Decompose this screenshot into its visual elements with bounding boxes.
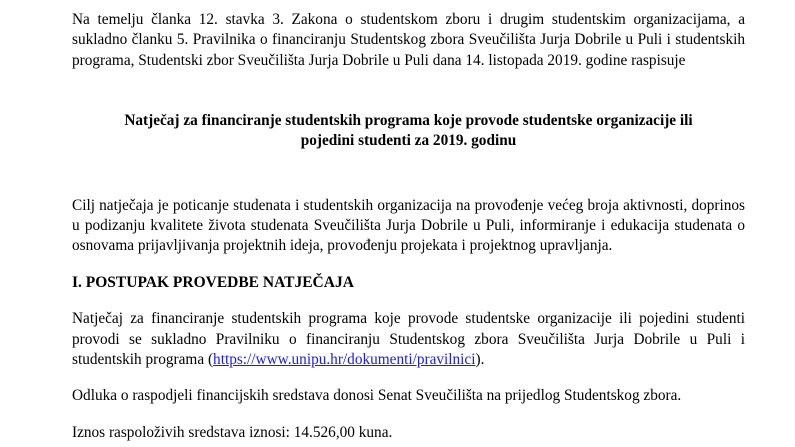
spacer bbox=[72, 71, 745, 87]
spacer bbox=[72, 152, 745, 196]
pravilnici-link[interactable]: https://www.unipu.hr/dokumenti/pravilnici bbox=[213, 351, 476, 369]
spacer bbox=[72, 407, 745, 423]
section-heading-postupak: I. POSTUPAK PROVEDBE NATJEČAJA bbox=[72, 273, 354, 291]
spacer bbox=[72, 370, 745, 386]
document-title: Natječaj za financiranje studentskih programa koje provode studentske organizacije ili pojedini studenti za 2019. godinu bbox=[124, 112, 693, 150]
decision-paragraph: Odluka o raspodjeli financijskih sredstava donosi Senat Sveučilišta na prijedlog Studentskog zbora. bbox=[72, 387, 682, 405]
spacer bbox=[72, 293, 745, 309]
intro-paragraph: Na temelju članka 12. stavka 3. Zakona o studentskom zboru i drugim studentskim organizacijama, a sukladno članku 5. Pravilnika o financiranju Studentskog zbora Sveučilišta Jurja Dobrile u Puli i studentskih programa, Studentski zbor Sveučilišta Jurja Dobrile u Puli dana 14. listopada 2019. godine raspisuje bbox=[72, 11, 745, 69]
procedure-text-before-link: Natječaj za financiranje studentskih programa koje provode studentske organizacije ili pojedini studenti provodi se sukladno Pravilniku o financiranju Studentskog zbora Sveučilišta Jurja Dobrile u Puli i studentskih programa ( bbox=[72, 310, 745, 369]
procedure-paragraph bbox=[72, 309, 745, 370]
goal-paragraph: Cilj natječaja je poticanje studenata i studentskih organizacija na provođenje većeg broja aktivnosti, doprinos u podizanju kvalitete života studenata Sveučilišta Jurja Dobrile u Puli, informiranje i edukacija studenata o osnovama prijavljivanja projektnih ideja, provođenju projekata i projektnog upravljanja. bbox=[72, 196, 745, 255]
spacer bbox=[72, 257, 745, 273]
amount-paragraph: Iznos raspoloživih sredstava iznosi: 14.526,00 kuna. bbox=[72, 423, 393, 441]
procedure-text-after-link: ). bbox=[475, 351, 485, 369]
